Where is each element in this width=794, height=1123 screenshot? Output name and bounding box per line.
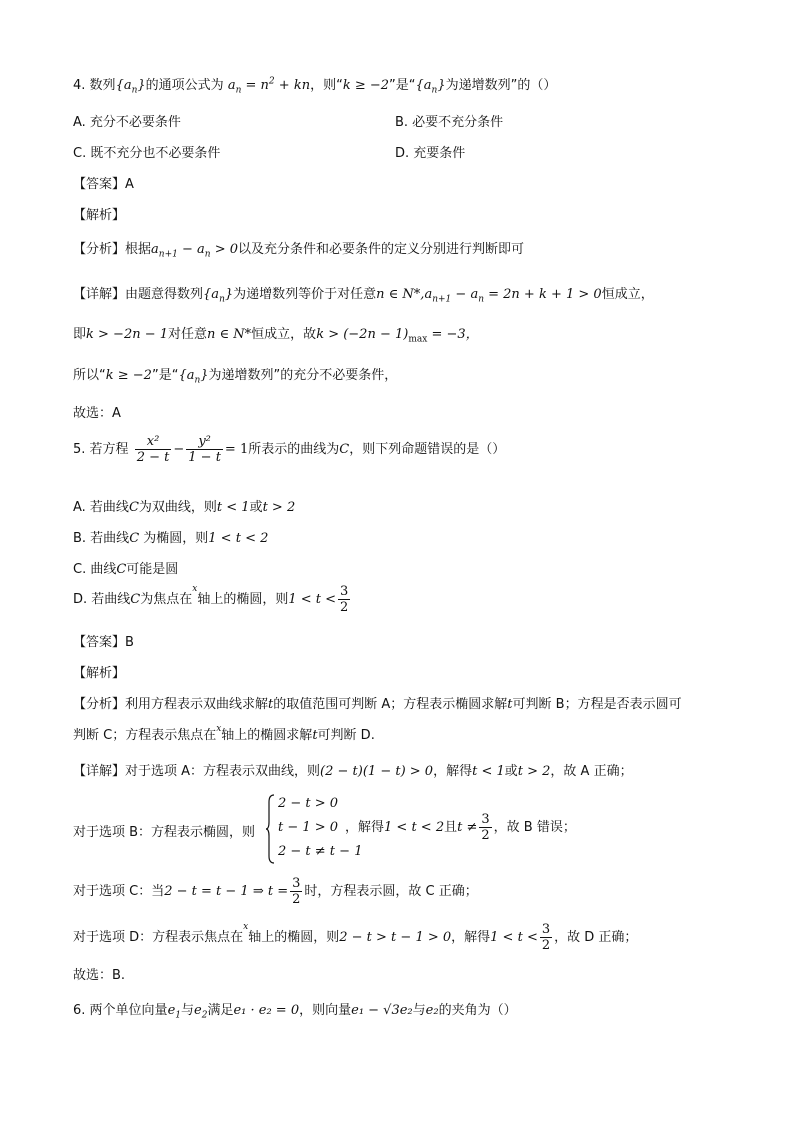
q5-detail-b-result: ，解得1 < t < 2且t ≠ $\frac{3}{2}$ ，故 B 错误； [345, 812, 576, 843]
q4-answer: 【答案】A [73, 177, 134, 192]
q5-analysis-label: 【解析】 [73, 666, 126, 681]
q5-detail-d: 对于选项 D：方程表示焦点在$^x$轴上的椭圆，则2 − t > t − 1 > 0，解得1 < t < $\frac{3}{2}$ ，故 D 正确； [73, 922, 638, 953]
q4-conclusion: 故选：A [73, 406, 121, 421]
q5-fenxi-2: 判断 C；方程表示焦点在$^x$轴上的椭圆求解t可判断 D. [73, 724, 375, 743]
q4-option-b: B. 必要不充分条件 [395, 115, 504, 130]
q5-number: 5. [73, 442, 86, 457]
q6-number: 6. [73, 1003, 86, 1018]
q4-stem: 4. 数列$\{a_n\}$的通项公式为 $a_n = n^2$ + kn，则“k ≥ −2”是“$\{a_n\}$为递增数列”的（） [73, 76, 557, 96]
q4-fenxi: 【分析】根据$a_{n+1} - a_n > 0$以及充分条件和必要条件的定义分别进行判断即可 [73, 242, 525, 260]
q5-option-d: D. 若曲线C为焦点在$^x$轴上的椭圆，则1 < t < $\frac{3}{2}$ [73, 584, 349, 615]
q5-option-a: A. 若曲线C为双曲线，则t < 1或t > 2 [73, 500, 296, 515]
q5-stem: 5. 若方程 $\frac{\text{x²}}{2 - t}$ − $\frac{\text{y²}}{1 - t}$ = 1所表示的曲线为C，则下列命题错误的是（） [73, 434, 506, 465]
q5-detail-c: 对于选项 C：当2 − t = t − 1 ⇒ t = $\frac{3}{2}$ 时，方程表示圆，故 C 正确； [73, 876, 478, 907]
system-row: t − 1 > 0 [278, 820, 339, 835]
q5-option-b: B. 若曲线C 为椭圆，则1 < t < 2 [73, 531, 269, 546]
q4-option-d: D. 充要条件 [395, 146, 466, 161]
q5-option-c: C. 曲线C可能是圆 [73, 562, 179, 577]
q5-detail-b: 对于选项 B：方程表示椭圆，则 [73, 825, 256, 840]
q4-detail-1: 【详解】由题意得数列$\{a_n\}$为递增数列等价于对任意n ∈ $N*,a_{n+1} - a_n = 2n + k + 1 > 0$恒成立， [73, 287, 654, 305]
left-brace-icon [266, 794, 276, 864]
q4-option-c: C. 既不充分也不必要条件 [73, 146, 221, 161]
q5-answer: 【答案】B [73, 635, 134, 650]
q5-detail-a: 【详解】对于选项 A：方程表示双曲线，则(2 − t)(1 − t) > 0，解得t < 1或t > 2，故 A 正确； [73, 764, 633, 779]
q4-option-a: A. 充分不必要条件 [73, 115, 181, 130]
q4-detail-3: 所以“k ≥ −2”是“$\{a_n\}$为递增数列”的充分不必要条件， [73, 368, 398, 386]
q4-detail-2: 即k > −2n − 1对任意n ∈ N*恒成立，故$k > (-2n - 1)_{max} = -3$， [73, 327, 479, 345]
system-row: 2 − t ≠ t − 1 [278, 844, 363, 859]
q6-stem: 6. 两个单位向量$e_1$与$e_2$满足e₁ · e₂ = 0，则向量e₁ − √3e₂与e₂的夹角为（） [73, 1003, 517, 1021]
q4-analysis-label: 【解析】 [73, 208, 126, 223]
q4-number: 4. [73, 78, 86, 93]
q5-conclusion: 故选：B. [73, 968, 126, 983]
q5-fenxi-1: 【分析】利用方程表示双曲线求解t的取值范围可判断 A；方程表示椭圆求解t可判断 B；方程是否表示圆可 [73, 697, 682, 712]
system-row: 2 − t > 0 [278, 796, 339, 811]
q5-inequality-system [266, 794, 363, 864]
